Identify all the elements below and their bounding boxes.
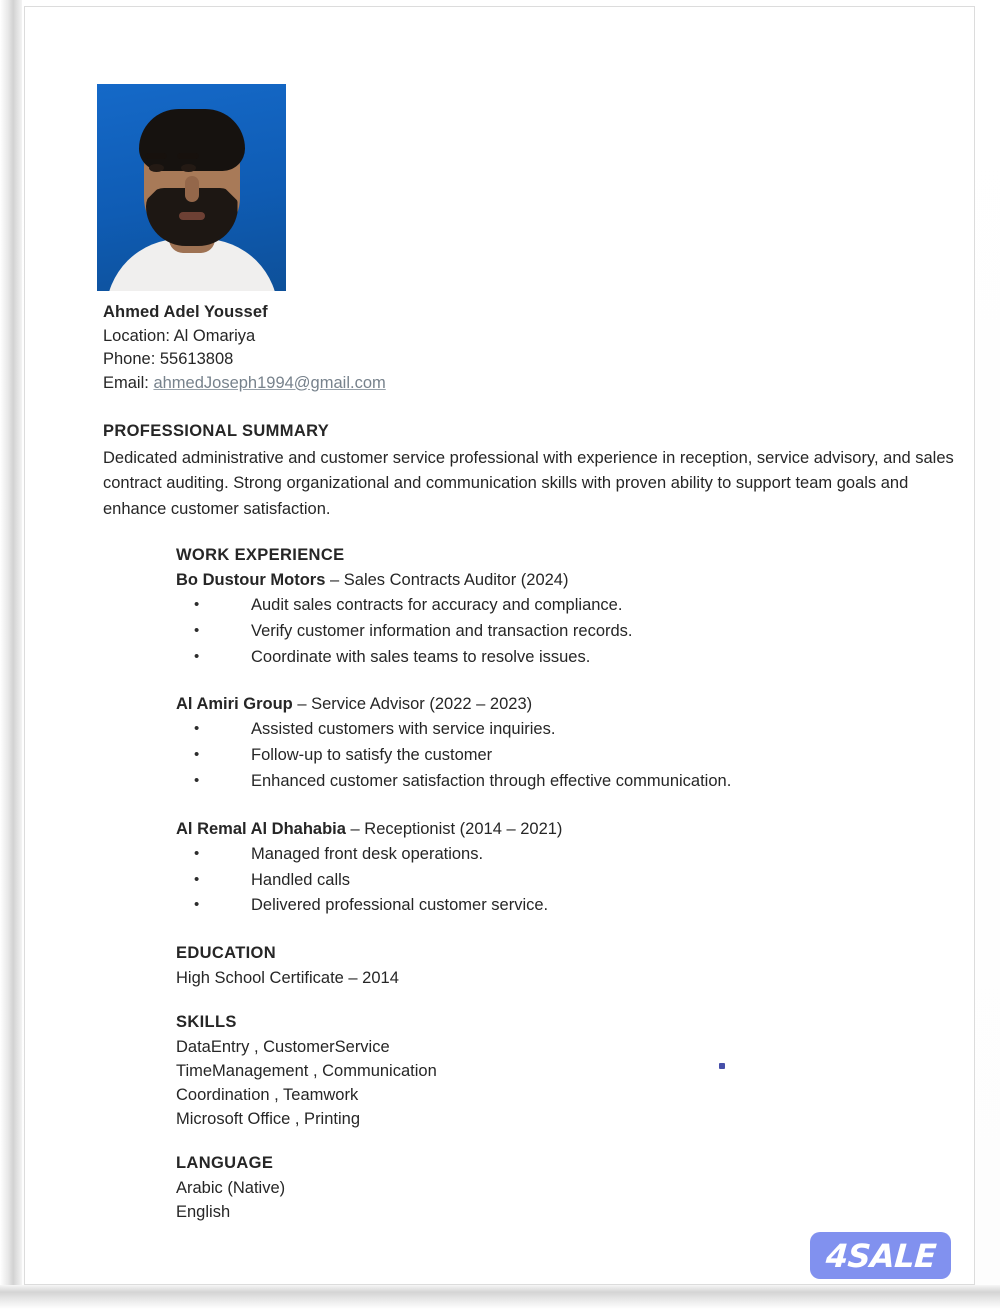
job-company: Bo Dustour Motors: [176, 571, 326, 589]
job-separator: –: [292, 695, 312, 714]
spacer: [176, 795, 975, 817]
watermark-label: 4SALE: [824, 1236, 937, 1275]
job-entry: [176, 817, 975, 919]
contact-location: Location: Al Omariya: [103, 326, 256, 345]
job-bullet: • Enhanced customer satisfaction through effective communication.: [176, 769, 975, 795]
job-company: Al Remal Al Dhahabia: [176, 819, 346, 838]
summary-text: Dedicated administrative and customer service professional with experience in reception, service advisory, and sales contract auditing. Strong organizational and communication skills with proven ability to support team goals and enhance customer satisfaction.: [103, 448, 954, 518]
job-company: Al Amiri Group: [176, 695, 293, 714]
photo-hair: [139, 109, 245, 171]
job-bullet-list: [176, 593, 975, 670]
skills-line: DataEntry , CustomerService: [176, 1038, 390, 1057]
photo-eyebrow-left: [145, 153, 167, 159]
resume-page: [24, 6, 975, 1285]
job-bullet-list: [176, 842, 975, 919]
skills-line: Microsoft Office , Printing: [176, 1110, 361, 1129]
job-bullet: • Verify customer information and transaction records.: [176, 619, 975, 645]
page-edge-shadow-bottom: [0, 1285, 1000, 1309]
contact-phone: Phone: 55613808: [103, 350, 234, 368]
job-title-line: [176, 568, 975, 593]
job-separator: –: [325, 571, 344, 589]
watermark-badge: [810, 1232, 951, 1279]
resume-body-column: [176, 543, 975, 1224]
job-bullet: • Follow-up to satisfy the customer: [176, 743, 975, 769]
spacer: [176, 919, 975, 941]
job-role: Receptionist (2014 – 2021): [364, 819, 563, 838]
professional-summary-section: [103, 419, 973, 522]
education-heading: EDUCATION: [176, 944, 277, 963]
photo-nose: [185, 176, 199, 202]
summary-heading: PROFESSIONAL SUMMARY: [103, 422, 330, 440]
job-role: Sales Contracts Auditor (2024): [343, 571, 569, 589]
contact-email-row: [103, 372, 663, 396]
job-bullet: • Coordinate with sales teams to resolve issues.: [176, 645, 975, 671]
page-edge-shadow-left: [0, 0, 22, 1309]
spacer: [176, 670, 975, 692]
email-link[interactable]: ahmedJoseph1994@gmail.com: [153, 373, 386, 392]
job-title-line: [176, 817, 975, 842]
skills-line: TimeManagement , Communication: [176, 1062, 437, 1081]
spacer: [176, 990, 975, 1010]
language-section: [176, 1151, 975, 1224]
job-bullet: • Assisted customers with service inquiries.: [176, 717, 975, 743]
skills-section: [176, 1010, 975, 1131]
language-line: Arabic (Native): [176, 1179, 286, 1198]
work-experience-heading: WORK EXPERIENCE: [176, 546, 345, 564]
job-bullet: • Delivered professional customer service.: [176, 893, 975, 919]
job-bullet: • Managed front desk operations.: [176, 842, 975, 868]
skills-line: Coordination , Teamwork: [176, 1086, 359, 1105]
photo-mouth: [179, 212, 205, 220]
job-bullet: • Audit sales contracts for accuracy and compliance.: [176, 593, 975, 619]
scan-dot-artifact: [719, 1063, 725, 1069]
photo-eye-right: [181, 164, 196, 172]
job-bullet: • Handled calls: [176, 868, 975, 894]
job-entry: [176, 692, 975, 794]
job-entry: [176, 568, 975, 670]
contact-block: [103, 301, 663, 395]
language-line: English: [176, 1203, 231, 1222]
email-label: Email:: [103, 373, 154, 392]
applicant-photo: [97, 84, 286, 291]
job-role: Service Advisor (2022 – 2023): [311, 695, 533, 714]
job-title-line: [176, 692, 975, 717]
job-bullet-list: [176, 717, 975, 794]
job-separator: –: [345, 819, 365, 838]
education-section: [176, 941, 975, 990]
education-entry: High School Certificate – 2014: [176, 969, 399, 988]
language-heading: LANGUAGE: [176, 1154, 274, 1173]
spacer: [176, 1131, 975, 1151]
photo-eye-left: [149, 164, 164, 172]
applicant-name: Ahmed Adel Youssef: [103, 303, 268, 321]
skills-heading: SKILLS: [176, 1013, 237, 1032]
photo-eyebrow-right: [177, 153, 199, 159]
